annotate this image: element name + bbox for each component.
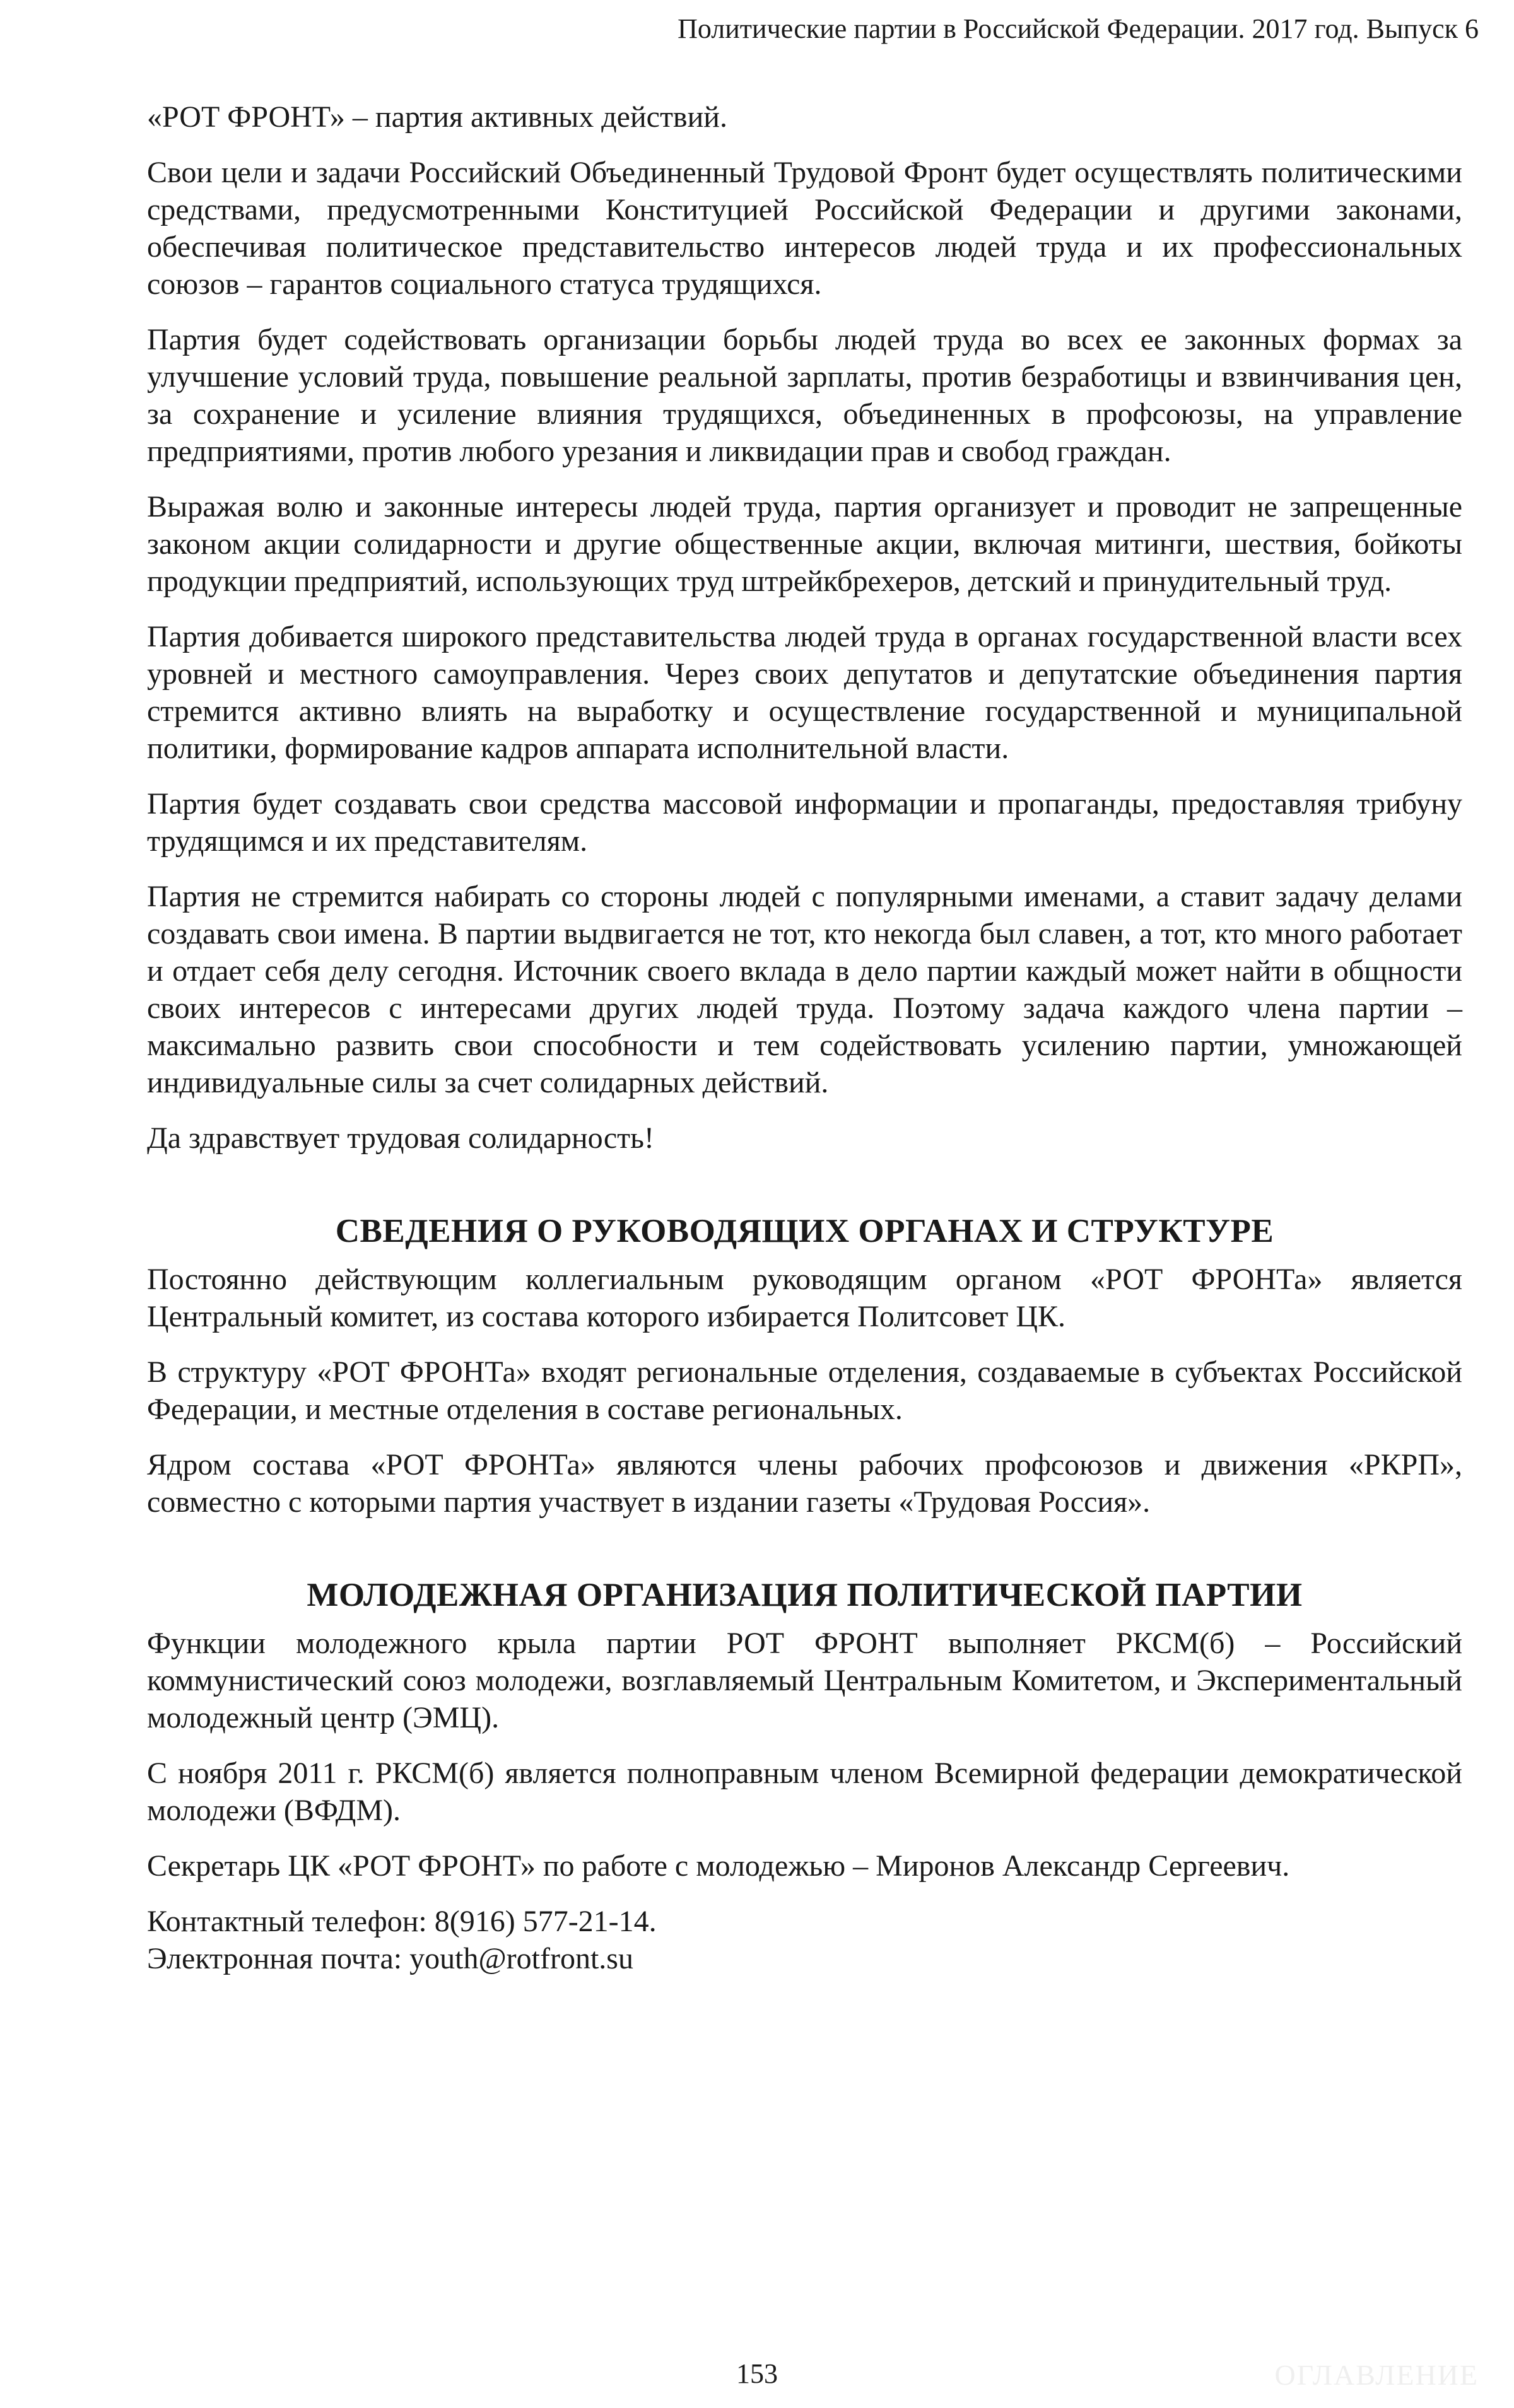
page-body [147, 98, 1462, 1977]
toc-link[interactable]: ОГЛАВЛЕНИЕ [1274, 2359, 1479, 2391]
paragraph: В структуру «РОТ ФРОНТа» входят региональные отделения, создаваемые в субъектах Российской Федерации, и местные отделения в составе региональных. [147, 1355, 1462, 1426]
page-number: 153 [736, 2358, 778, 2389]
paragraph: Партия добивается широкого представительства людей труда в органах государственной власти всех уровней и местного самоуправления. Через своих депутатов и депутатские объединения партия стремится активно влиять на выработку и осуществление государственной и муниципальной политики, формирование кадров аппарата исполнительной власти. [147, 620, 1462, 765]
contact-email: Электронная почта: youth@rotfront.su [147, 1942, 633, 1975]
paragraph: Постоянно действующим коллегиальным руководящим органом «РОТ ФРОНТа» является Центральный комитет, из состава которого избирается Политсовет ЦК. [147, 1263, 1462, 1333]
section-heading: СВЕДЕНИЯ О РУКОВОДЯЩИХ ОРГАНАХ И СТРУКТУРЕ [335, 1213, 1274, 1249]
section-heading: МОЛОДЕЖНАЯ ОРГАНИЗАЦИЯ ПОЛИТИЧЕСКОЙ ПАРТИИ [307, 1577, 1303, 1613]
contact-phone: Контактный телефон: 8(916) 577-21-14. [147, 1905, 657, 1938]
paragraph: Выражая волю и законные интересы людей труда, партия организует и проводит не запрещенные законом акции солидарности и другие общественные акции, включая митинги, шествия, бойкоты продукции предприятий, использующих труд штрейкбрехеров, детский и принудительный труд. [147, 490, 1462, 598]
paragraph: Функции молодежного крыла партии РОТ ФРОНТ выполняет РКСМ(б) – Российский коммунистический союз молодежи, возглавляемый Центральным Комитетом, и Экспериментальный молодежный центр (ЭМЦ). [147, 1627, 1462, 1734]
paragraph: Ядром состава «РОТ ФРОНТа» являются члены рабочих профсоюзов и движения «РКРП», совместно с которыми партия участвует в издании газеты «Трудовая Россия». [147, 1448, 1462, 1519]
paragraph: Партия не стремится набирать со стороны людей с популярными именами, а ставит задачу делами создавать свои имена. В партии выдвигается не тот, кто некогда был славен, а тот, кто много работает и отдает себя делу сегодня. Источник своего вклада в дело партии каждый может найти в общности своих интересов с интересами других людей труда. Поэтому задача каждого члена партии – максимально развить свои способности и тем содействовать усилению партии, умножающей индивидуальные силы за счет солидарных действий. [147, 880, 1462, 1099]
paragraph: «РОТ ФРОНТ» – партия активных действий. [147, 100, 727, 134]
paragraph: Да здравствует трудовая солидарность! [147, 1121, 655, 1155]
section-youth [147, 1572, 1462, 1977]
paragraph: Партия будет содействовать организации борьбы людей труда во всех ее законных формах за улучшение условий труда, повышение реальной зарплаты, против безработицы и взвинчивания цен, за сохранение и усиление влияния трудящихся, объединенных в профсоюзы, на управление предприятиями, против любого урезания и ликвидации прав и свобод граждан. [147, 323, 1462, 468]
paragraph: Свои цели и задачи Российский Объединенный Трудовой Фронт будет осуществлять политическими средствами, предусмотренными Конституцией Российской Федерации и другими законами, обеспечивая политическое представительство интересов людей труда и их профессиональных союзов – гарантов социального статуса трудящихся. [147, 156, 1462, 301]
paragraph: Секретарь ЦК «РОТ ФРОНТ» по работе с молодежью – Миронов Александр Сергеевич. [147, 1849, 1290, 1883]
running-header: Политические партии в Российской Федерации. 2017 год. Выпуск 6 [678, 13, 1479, 44]
section-intro [147, 98, 1462, 1157]
paragraph: С ноября 2011 г. РКСМ(б) является полноправным членом Всемирной федерации демократической молодежи (ВФДМ). [147, 1756, 1462, 1827]
section-governance [147, 1208, 1462, 1521]
paragraph: Партия будет создавать свои средства массовой информации и пропаганды, предоставляя трибуну трудящимся и их представителям. [147, 787, 1462, 858]
